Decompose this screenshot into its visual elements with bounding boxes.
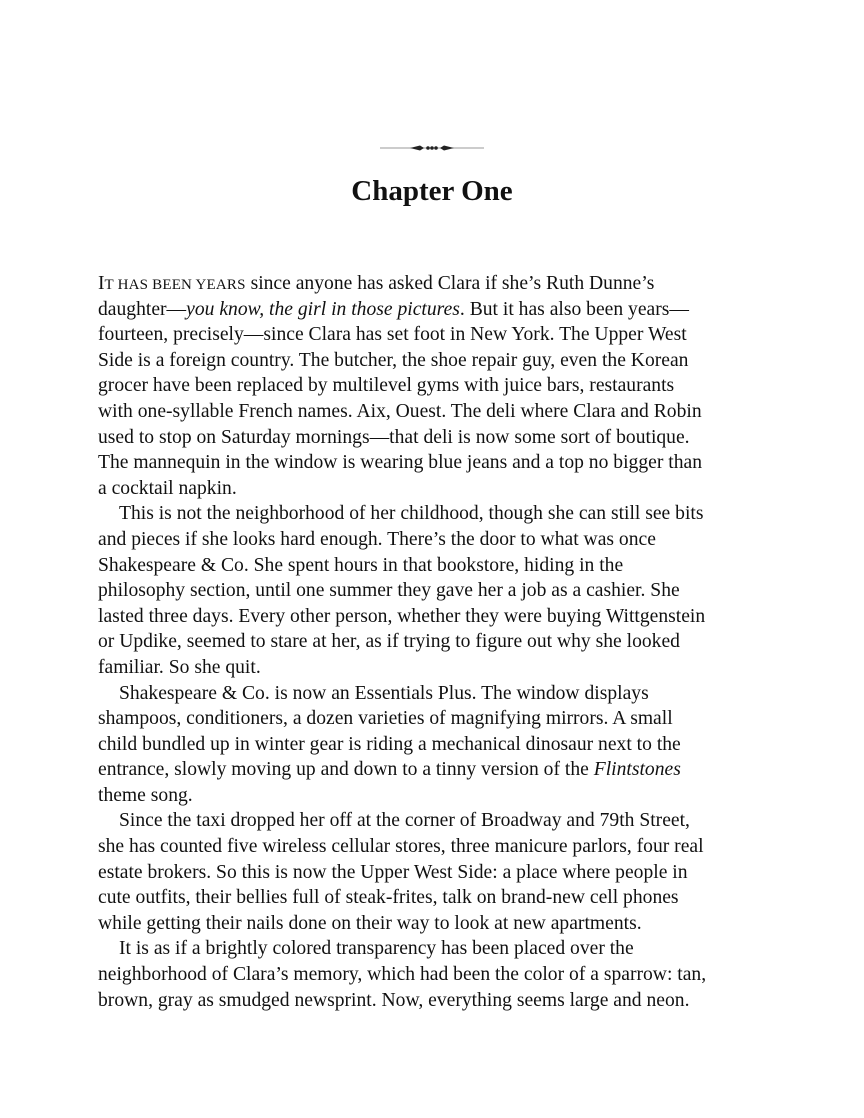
text-line: or Updike, seemed to stare at her, as if trying to figure out why she looked	[98, 631, 680, 653]
text-line: grocer have been replaced by multilevel gyms with juice bars, restaurants	[98, 375, 675, 397]
text-line: while getting their nails done on their way to look at new apartments.	[98, 912, 642, 934]
text-line	[98, 757, 768, 783]
italic-run: Flintstones	[593, 759, 681, 781]
text-run: daughter—	[98, 298, 187, 320]
text-line: a cocktail napkin.	[98, 477, 237, 499]
paragraph-1	[98, 271, 768, 501]
paragraph-4	[98, 808, 768, 936]
text-line: with one-syllable French names. Aix, Ouest. The deli where Clara and Robin	[98, 400, 702, 422]
text-line: Side is a foreign country. The butcher, the shoe repair guy, even the Korean	[98, 349, 689, 371]
text-line: neighborhood of Clara’s memory, which had been the color of a sparrow: tan,	[98, 964, 707, 986]
text-line: theme song.	[98, 784, 193, 806]
paragraph-2	[98, 501, 768, 680]
text-line: child bundled up in winter gear is riding a mechanical dinosaur next to the	[98, 733, 681, 755]
paragraph-5	[98, 936, 768, 1013]
text-line: brown, gray as smudged newsprint. Now, everything seems large and neon.	[98, 989, 690, 1011]
text-line: she has counted five wireless cellular stores, three manicure parlors, four real	[98, 836, 704, 858]
paragraph-3	[98, 681, 768, 809]
chapter-title: Chapter One	[351, 175, 513, 207]
text-line: lasted three days. Every other person, whether they were buying Wittgenstein	[98, 605, 706, 627]
chapter-body	[98, 271, 768, 1013]
italic-run: you know, the girl in those pictures	[186, 298, 460, 320]
text-line: fourteen, precisely—since Clara has set foot in New York. The Upper West	[98, 324, 687, 346]
text-line: Shakespeare & Co. She spent hours in that bookstore, hiding in the	[98, 554, 624, 576]
text-run: entrance, slowly moving up and down to a tinny version of the	[98, 759, 594, 781]
text-line: and pieces if she looks hard enough. There’s the door to what was once	[98, 528, 656, 550]
text-line: used to stop on Saturday mornings—that deli is now some sort of boutique.	[98, 426, 690, 448]
text-line: cute outfits, their bellies full of steak-frites, talk on brand-new cell phones	[98, 887, 679, 909]
text-line: Shakespeare & Co. is now an Essentials Plus. The window displays	[119, 682, 649, 704]
text-line: estate brokers. So this is now the Upper West Side: a place where people in	[98, 861, 688, 883]
text-line: shampoos, conditioners, a dozen varieties of magnifying mirrors. A small	[98, 708, 673, 730]
text-line: philosophy section, until one summer they gave her a job as a cashier. She	[98, 580, 680, 602]
text-line: This is not the neighborhood of her childhood, though she can still see bits	[119, 503, 704, 525]
text-line	[98, 271, 768, 297]
text-line	[98, 297, 768, 323]
text-line: It is as if a brightly colored transparency has been placed over the	[119, 938, 634, 960]
text-line: Since the taxi dropped her off at the corner of Broadway and 79th Street,	[119, 810, 690, 832]
text-line: familiar. So she quit.	[98, 656, 261, 678]
text-run: since anyone has asked Clara if she’s Ruth Dunne’s	[245, 273, 655, 294]
dropcap-lead: I	[98, 273, 105, 294]
text-line: The mannequin in the window is wearing blue jeans and a top no bigger than	[98, 452, 702, 474]
text-run: . But it has also been years—	[459, 298, 689, 320]
smallcaps-lead: T HAS BEEN YEARS	[104, 277, 246, 293]
chapter-ornament-icon	[380, 143, 484, 153]
